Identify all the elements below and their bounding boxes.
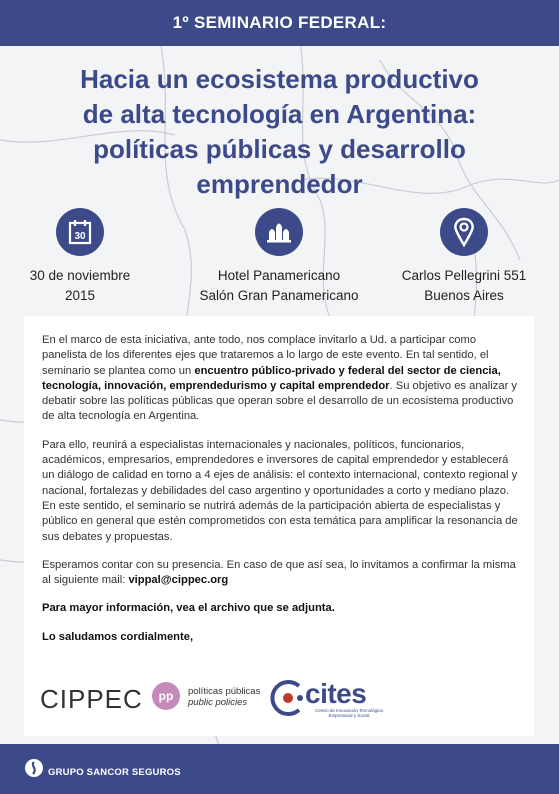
paragraph-details: Para ello, reunirá a especialistas internacionales y nacionales, políticos, funcionarios, académicos, empresarios, emprendedores e inversores de capital emprendedor y establecerá un diálogo de calidad en torno a 4 ejes de análisis: el contexto internacional, contexto regional y nacional, fortalezas y debilidades del caso argentino y oportunidades a corto y mediano plazo. En este sentido, el seminario se nutrirá además de la participación abierta de especialistas y público en general que estén comprometidos con esta temática para amplificar la resonancia de sus debates y propuestas. xyxy=(42,438,518,543)
email-link[interactable]: vippal@cippec.org xyxy=(128,574,229,587)
venue-line2: Salón Gran Panamericano xyxy=(199,288,359,303)
paragraph-more-info: Para mayor información, vea el archivo que se adjunta. xyxy=(42,602,335,615)
building-icon xyxy=(255,208,303,256)
cites-icon xyxy=(269,678,307,723)
seminar-header xyxy=(0,0,559,46)
seminar-label: 1º SEMINARIO FEDERAL: xyxy=(172,13,387,32)
footer-bar xyxy=(0,744,559,794)
date-line1: 30 de noviembre xyxy=(29,268,131,283)
cites-tagline: Centro de Innovación Tecnológica Empresarial y Social xyxy=(315,708,383,718)
date-line2: 2015 xyxy=(64,288,96,303)
cites-logo: cites xyxy=(305,678,367,709)
partner-logos xyxy=(40,678,520,732)
cippec-logo: CIPPEC xyxy=(40,684,143,714)
venue-block xyxy=(184,208,374,306)
calendar-icon xyxy=(56,208,104,256)
pp-logo-mark: pp xyxy=(152,682,180,710)
venue-line1: Hotel Panamericano xyxy=(217,268,341,283)
invitation-body xyxy=(42,333,522,658)
footer-brand: GRUPO SANCOR SEGUROS xyxy=(48,767,181,778)
address-block xyxy=(369,208,559,306)
closing-line: Lo saludamos cordialmente, xyxy=(42,630,194,643)
svg-text:30: 30 xyxy=(74,231,86,242)
location-pin-icon xyxy=(440,208,488,256)
paragraph-rsvp: Esperamos contar con su presencia. En caso de que así sea, lo invitamos a confirmar la misma al siguiente mail: vippal@cippec.org xyxy=(42,558,516,587)
pp-logo-text: políticas públicas public policies xyxy=(188,686,261,708)
sancor-icon xyxy=(24,758,44,783)
paragraph-intro: En el marco de esta iniciativa, ante todo, nos complace invitarlo a Ud. a participar como panelista de los diferentes ejes que trataremos a lo largo de este evento. En tal sentido, el seminario se plantea como un encuentro público-privado y federal del sector de ciencia, tecnología, innovación, emprendedurismo y capital emprendedor. Su objetivo es analizar y debatir sobre las políticas públicas que operan sobre el desarrollo de un ecosistema productivo de alta tecnología en Argentina. xyxy=(42,334,517,423)
address-line2: Buenos Aires xyxy=(424,288,504,303)
highlight-text: encuentro público-privado y federal del sector de ciencia, tecnología, innovación, emprendedurismo y capital emprendedor xyxy=(42,364,501,392)
page-title: Hacia un ecosistema productivo de alta tecnología en Argentina: políticas públicas y desarrollo emprendedor xyxy=(80,64,479,199)
date-block xyxy=(0,208,175,306)
address-line1: Carlos Pellegrini 551 xyxy=(401,268,527,283)
